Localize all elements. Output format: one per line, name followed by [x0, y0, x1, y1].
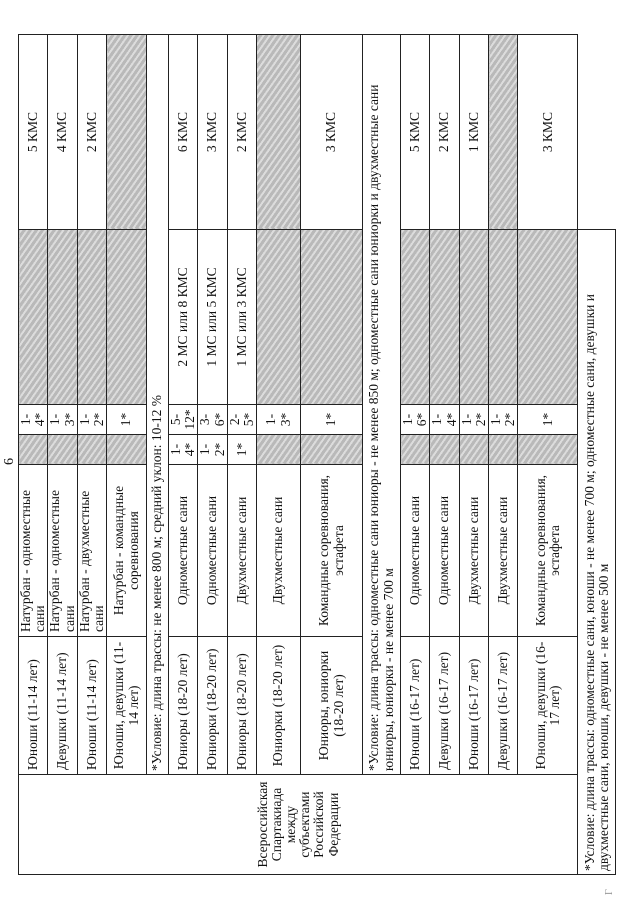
- table-row: [227, 35, 256, 875]
- shaded-cell: [48, 230, 77, 405]
- age-group-cell: Юниоры (18-20 лет): [227, 637, 256, 775]
- table-row: [169, 35, 198, 875]
- table-row: [257, 35, 301, 875]
- age-group-cell: Юноши (16-17 лет): [459, 637, 488, 775]
- age-group-cell: Девушки (16-17 лет): [489, 637, 518, 775]
- shaded-cell: [19, 230, 48, 405]
- table-row: [459, 35, 488, 875]
- shaded-cell: [401, 230, 430, 405]
- table-row: [48, 35, 77, 875]
- place-cell: 1*: [107, 405, 147, 435]
- rank-cell: 3 КМС: [198, 35, 227, 230]
- table-row: [401, 35, 430, 875]
- discipline-cell: Командные соревнования, эстафета: [518, 465, 578, 637]
- shaded-cell: [257, 435, 301, 465]
- rank-cell: 4 КМС: [48, 35, 77, 230]
- place-cell: 1*: [518, 405, 578, 435]
- table-row: [578, 35, 616, 875]
- corner-mark: Г: [604, 889, 615, 895]
- place-cell: 1-6*: [401, 405, 430, 435]
- age-group-cell: Юноши (11-14 лет): [77, 637, 106, 775]
- shaded-cell: [430, 230, 459, 405]
- place-cell: 1-4*: [430, 405, 459, 435]
- page-number: 6: [2, 458, 17, 465]
- discipline-cell: Командные соревнования, эстафета: [301, 465, 363, 637]
- condition-note: *Условие: длина трассы: не менее 800 м; средний уклон: 10-12 %: [147, 35, 169, 775]
- table-row: [363, 35, 401, 875]
- age-group-cell: Юноши, девушки (11-14 лет): [107, 637, 147, 775]
- table-row: [198, 35, 227, 875]
- table-row: [489, 35, 518, 875]
- shaded-cell: [489, 435, 518, 465]
- shaded-cell: [77, 435, 106, 465]
- rank-cell: 3 КМС: [518, 35, 578, 230]
- age-group-cell: Юноши, девушки (16-17 лет): [518, 637, 578, 775]
- age-group-cell: Девушки (11-14 лет): [48, 637, 77, 775]
- discipline-cell: Одноместные сани: [430, 465, 459, 637]
- table-row: [77, 35, 106, 875]
- rank-cell: 5 КМС: [401, 35, 430, 230]
- shaded-cell: [518, 230, 578, 405]
- discipline-cell: Натурбан - одноместные сани: [48, 465, 77, 637]
- age-group-cell: Юниоры (18-20 лет): [169, 637, 198, 775]
- shaded-cell: [401, 435, 430, 465]
- rank-requirements-table: [18, 34, 616, 875]
- ms-condition-cell: 2 МС или 8 КМС: [169, 230, 198, 405]
- shaded-cell: [301, 230, 363, 405]
- shaded-cell: [301, 435, 363, 465]
- discipline-cell: Натурбан - одноместные сани: [19, 465, 48, 637]
- table-row: [518, 35, 578, 875]
- table-row: [147, 35, 169, 875]
- age-group-cell: Юниорки (18-20 лет): [198, 637, 227, 775]
- discipline-cell: Натурбан - двухместные сани: [77, 465, 106, 637]
- shaded-cell: [77, 230, 106, 405]
- place-cell: 1-4*: [19, 405, 48, 435]
- shaded-cell: [19, 435, 48, 465]
- discipline-cell: Одноместные сани: [198, 465, 227, 637]
- table-row: [430, 35, 459, 875]
- event-cell: Всероссийская Спартакиада между субъектами Российской Федерации: [19, 775, 578, 875]
- place-cell: 1-2*: [198, 435, 227, 465]
- place-cell: 5-12*: [169, 405, 198, 435]
- discipline-cell: Одноместные сани: [169, 465, 198, 637]
- shaded-cell: [107, 435, 147, 465]
- rank-cell: 1 КМС: [459, 35, 488, 230]
- ms-condition-cell: 1 МС или 5 КМС: [198, 230, 227, 405]
- place-cell: 1-4*: [169, 435, 198, 465]
- place-cell: 1*: [301, 405, 363, 435]
- discipline-cell: Двухместные сани: [459, 465, 488, 637]
- discipline-cell: Одноместные сани: [401, 465, 430, 637]
- shaded-cell: [107, 35, 147, 230]
- shaded-cell: [489, 35, 518, 230]
- age-group-cell: Девушки (16-17 лет): [430, 637, 459, 775]
- condition-note: *Условие: длина трассы: одноместные сани, юноши - не менее 700 м; одноместные сани, девушки и двухместные сани, юноши, девушки - не менее 500 м: [578, 230, 616, 875]
- place-cell: 1-3*: [48, 405, 77, 435]
- discipline-cell: Двухместные сани: [257, 465, 301, 637]
- rank-cell: 2 КМС: [430, 35, 459, 230]
- place-cell: 1*: [227, 435, 256, 465]
- place-cell: 1-2*: [459, 405, 488, 435]
- discipline-cell: Натурбан - командные соревнования: [107, 465, 147, 637]
- place-cell: 1-3*: [257, 405, 301, 435]
- age-group-cell: Юноши (11-14 лет): [19, 637, 48, 775]
- shaded-cell: [459, 230, 488, 405]
- ms-condition-cell: 1 МС или 3 КМС: [227, 230, 256, 405]
- discipline-cell: Двухместные сани: [227, 465, 256, 637]
- discipline-cell: Двухместные сани: [489, 465, 518, 637]
- shaded-cell: [459, 435, 488, 465]
- table-row: [301, 35, 363, 875]
- shaded-cell: [489, 230, 518, 405]
- age-group-cell: Юниорки (18-20 лет): [257, 637, 301, 775]
- shaded-cell: [257, 230, 301, 405]
- place-cell: 2-5*: [227, 405, 256, 435]
- rank-cell: 3 КМС: [301, 35, 363, 230]
- condition-note: *Условие: длина трассы: одноместные сани юниоры - не менее 850 м; одноместные сани юниорки и двухместные сани юниоры, юниорки - не менее 700 м: [363, 35, 401, 775]
- rank-cell: 6 КМС: [169, 35, 198, 230]
- place-cell: 1-2*: [489, 405, 518, 435]
- table-row: [19, 35, 48, 875]
- rank-cell: 2 КМС: [227, 35, 256, 230]
- rank-cell: 2 КМС: [77, 35, 106, 230]
- place-cell: 3-6*: [198, 405, 227, 435]
- place-cell: 1-2*: [77, 405, 106, 435]
- table-row: [107, 35, 147, 875]
- shaded-cell: [257, 35, 301, 230]
- age-group-cell: Юноши (16-17 лет): [401, 637, 430, 775]
- shaded-cell: [48, 435, 77, 465]
- rank-cell: 5 КМС: [19, 35, 48, 230]
- shaded-cell: [430, 435, 459, 465]
- shaded-cell: [518, 435, 578, 465]
- age-group-cell: Юниоры, юниорки (18-20 лет): [301, 637, 363, 775]
- shaded-cell: [107, 230, 147, 405]
